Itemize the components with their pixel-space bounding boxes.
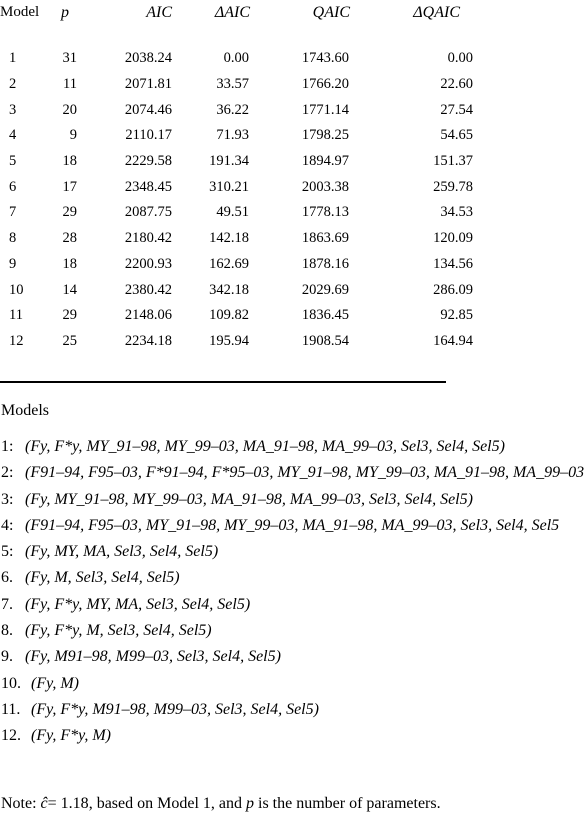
model-number: 7. <box>1 595 13 613</box>
cell-daic: 0.00 <box>223 50 249 67</box>
model-definition <box>1 464 584 490</box>
cell-p: 20 <box>62 101 77 118</box>
cell-daic: 33.57 <box>216 76 249 93</box>
cell-dqaic: 134.56 <box>433 255 473 272</box>
table-row <box>0 174 474 200</box>
cell-daic: 195.94 <box>209 332 249 349</box>
table-row <box>0 72 474 98</box>
results-table <box>0 4 474 354</box>
cell-dqaic: 0.00 <box>447 50 473 67</box>
header-aic: AIC <box>146 4 172 21</box>
cell-qaic: 1798.25 <box>301 127 349 144</box>
table-row <box>0 226 474 252</box>
table-row <box>0 200 474 226</box>
cell-daic: 49.51 <box>216 204 249 221</box>
header-delta-qaic: ΔQAIC <box>413 4 460 21</box>
cell-qaic: 1863.69 <box>301 230 349 247</box>
model-number: 8. <box>1 622 13 640</box>
cell-model: 6 <box>9 178 17 195</box>
model-definition <box>1 701 474 727</box>
cell-model: 8 <box>9 230 17 247</box>
table-rule <box>0 381 446 383</box>
model-expression: (F91–94, F95–03, MY_91–98, MY_99–03, MA_91–98, MA_99–03, Sel3, Sel4, Sel5 <box>25 516 560 534</box>
model-expression: (Fy, M) <box>31 674 79 692</box>
model-number: 4: <box>1 516 14 534</box>
cell-qaic: 1894.97 <box>301 153 349 170</box>
cell-model: 7 <box>9 204 17 221</box>
model-expression: (Fy, M91–98, M99–03, Sel3, Sel4, Sel5) <box>25 648 281 666</box>
cell-daic: 109.82 <box>209 307 249 324</box>
cell-aic: 2229.58 <box>124 153 172 170</box>
model-expression: (Fy, F*y, MY, MA, Sel3, Sel4, Sel5) <box>25 595 251 613</box>
cell-p: 29 <box>62 204 77 221</box>
note-c-hat: ĉ <box>40 795 48 812</box>
cell-p: 17 <box>62 178 77 195</box>
header-qaic: QAIC <box>312 4 350 21</box>
cell-daic: 36.22 <box>216 101 249 118</box>
cell-daic: 342.18 <box>209 281 249 298</box>
cell-model: 12 <box>9 332 24 349</box>
model-definition <box>1 596 474 622</box>
cell-qaic: 1743.60 <box>301 50 349 67</box>
table-row <box>0 252 474 278</box>
table-row <box>0 329 474 355</box>
cell-aic: 2071.81 <box>124 76 172 93</box>
note-p: p <box>246 795 254 812</box>
cell-model: 4 <box>9 127 17 144</box>
cell-qaic: 1778.13 <box>301 204 349 221</box>
cell-model: 2 <box>9 76 17 93</box>
model-number: 2: <box>1 464 14 482</box>
cell-p: 25 <box>62 332 77 349</box>
model-expression: (Fy, F*y, MY_91–98, MY_99–03, MA_91–98, MA_99–03, Sel3, Sel4, Sel5) <box>25 438 505 455</box>
cell-model: 9 <box>9 255 17 272</box>
model-number: 3: <box>1 490 14 508</box>
cell-qaic: 1908.54 <box>301 332 349 349</box>
cell-dqaic: 27.54 <box>440 101 473 118</box>
table-row <box>0 36 474 72</box>
cell-qaic: 1836.45 <box>301 307 349 324</box>
cell-dqaic: 120.09 <box>433 230 473 247</box>
note-equals: = 1.18 <box>47 795 89 812</box>
table-row <box>0 277 474 303</box>
cell-model: 11 <box>9 307 23 324</box>
cell-qaic: 2003.38 <box>301 178 349 195</box>
cell-p: 9 <box>69 127 77 144</box>
model-expression: (Fy, F*y, M, Sel3, Sel4, Sel5) <box>25 622 212 640</box>
cell-aic: 2380.42 <box>124 281 172 298</box>
note-prefix: Note: <box>1 795 37 812</box>
cell-aic: 2074.46 <box>124 101 172 118</box>
model-expression: (Fy, F*y, M) <box>31 727 111 745</box>
cell-dqaic: 164.94 <box>433 332 473 349</box>
model-definition <box>1 438 505 464</box>
model-number: 6. <box>1 569 13 587</box>
model-number: 1: <box>1 438 14 455</box>
cell-aic: 2087.75 <box>124 204 172 221</box>
cell-p: 11 <box>63 76 77 93</box>
cell-dqaic: 54.65 <box>440 127 473 144</box>
model-number: 10. <box>1 674 21 692</box>
note-text-1: , based on Model 1, and <box>88 795 242 812</box>
cell-dqaic: 22.60 <box>440 76 473 93</box>
model-expression: (Fy, MY_91–98, MY_99–03, MA_91–98, MA_99–03, Sel3, Sel4, Sel5) <box>25 490 473 508</box>
cell-dqaic: 92.85 <box>440 307 473 324</box>
cell-model: 5 <box>9 153 17 170</box>
cell-daic: 142.18 <box>209 230 249 247</box>
cell-dqaic: 151.37 <box>433 153 473 170</box>
header-row <box>0 4 474 36</box>
model-definition <box>1 622 474 648</box>
cell-qaic: 1878.16 <box>301 255 349 272</box>
header-p: p <box>61 4 69 21</box>
model-number: 12. <box>1 727 21 745</box>
model-list <box>1 438 584 754</box>
cell-qaic: 1771.14 <box>301 101 349 118</box>
model-number: 11. <box>1 700 21 718</box>
cell-aic: 2110.17 <box>125 127 172 144</box>
cell-dqaic: 259.78 <box>433 178 473 195</box>
cell-daic: 310.21 <box>209 178 249 195</box>
table-row <box>0 97 474 123</box>
cell-p: 31 <box>62 50 77 67</box>
cell-dqaic: 286.09 <box>433 281 473 298</box>
table-row <box>0 149 474 175</box>
cell-p: 28 <box>62 230 77 247</box>
header-model: Model <box>0 4 40 20</box>
cell-aic: 2148.06 <box>124 307 172 324</box>
model-expression: (F91–94, F95–03, F*91–94, F*95–03, MY_91–98, MY_99–03, MA_91–98, MA_99–03 <box>25 464 584 482</box>
cell-aic: 2234.18 <box>124 332 172 349</box>
model-expression: (Fy, MY, MA, Sel3, Sel4, Sel5) <box>25 543 219 561</box>
cell-p: 18 <box>62 255 77 272</box>
cell-aic: 2038.24 <box>124 50 172 67</box>
cell-aic: 2200.93 <box>124 255 172 272</box>
cell-daic: 191.34 <box>209 153 249 170</box>
table-row <box>0 123 474 149</box>
cell-qaic: 2029.69 <box>301 281 349 298</box>
header-delta-aic: ΔAIC <box>214 4 250 21</box>
model-definition <box>1 543 474 569</box>
cell-p: 29 <box>62 307 77 324</box>
cell-model: 10 <box>9 281 24 298</box>
cell-dqaic: 34.53 <box>440 204 473 221</box>
model-expression: (Fy, F*y, M91–98, M99–03, Sel3, Sel4, Sel5) <box>31 700 319 718</box>
table-row <box>0 303 474 329</box>
model-number: 9. <box>1 648 13 666</box>
models-title: Models <box>1 402 49 419</box>
model-definition <box>1 491 474 517</box>
cell-p: 14 <box>62 281 77 298</box>
table-note <box>1 795 441 813</box>
cell-model: 1 <box>9 50 17 67</box>
cell-daic: 162.69 <box>209 255 249 272</box>
model-definition <box>1 648 474 674</box>
cell-p: 18 <box>62 153 77 170</box>
model-definition <box>1 675 474 701</box>
cell-model: 3 <box>9 101 17 118</box>
model-expression: (Fy, M, Sel3, Sel4, Sel5) <box>25 569 180 587</box>
table-body <box>0 36 474 354</box>
model-definition <box>1 569 474 595</box>
note-text-2: is the number of parameters. <box>258 795 441 812</box>
cell-daic: 71.93 <box>216 127 249 144</box>
cell-qaic: 1766.20 <box>301 76 349 93</box>
cell-aic: 2348.45 <box>124 178 172 195</box>
model-definition <box>1 516 560 543</box>
cell-aic: 2180.42 <box>124 230 172 247</box>
model-number: 5: <box>1 543 14 561</box>
model-definition <box>1 727 474 753</box>
